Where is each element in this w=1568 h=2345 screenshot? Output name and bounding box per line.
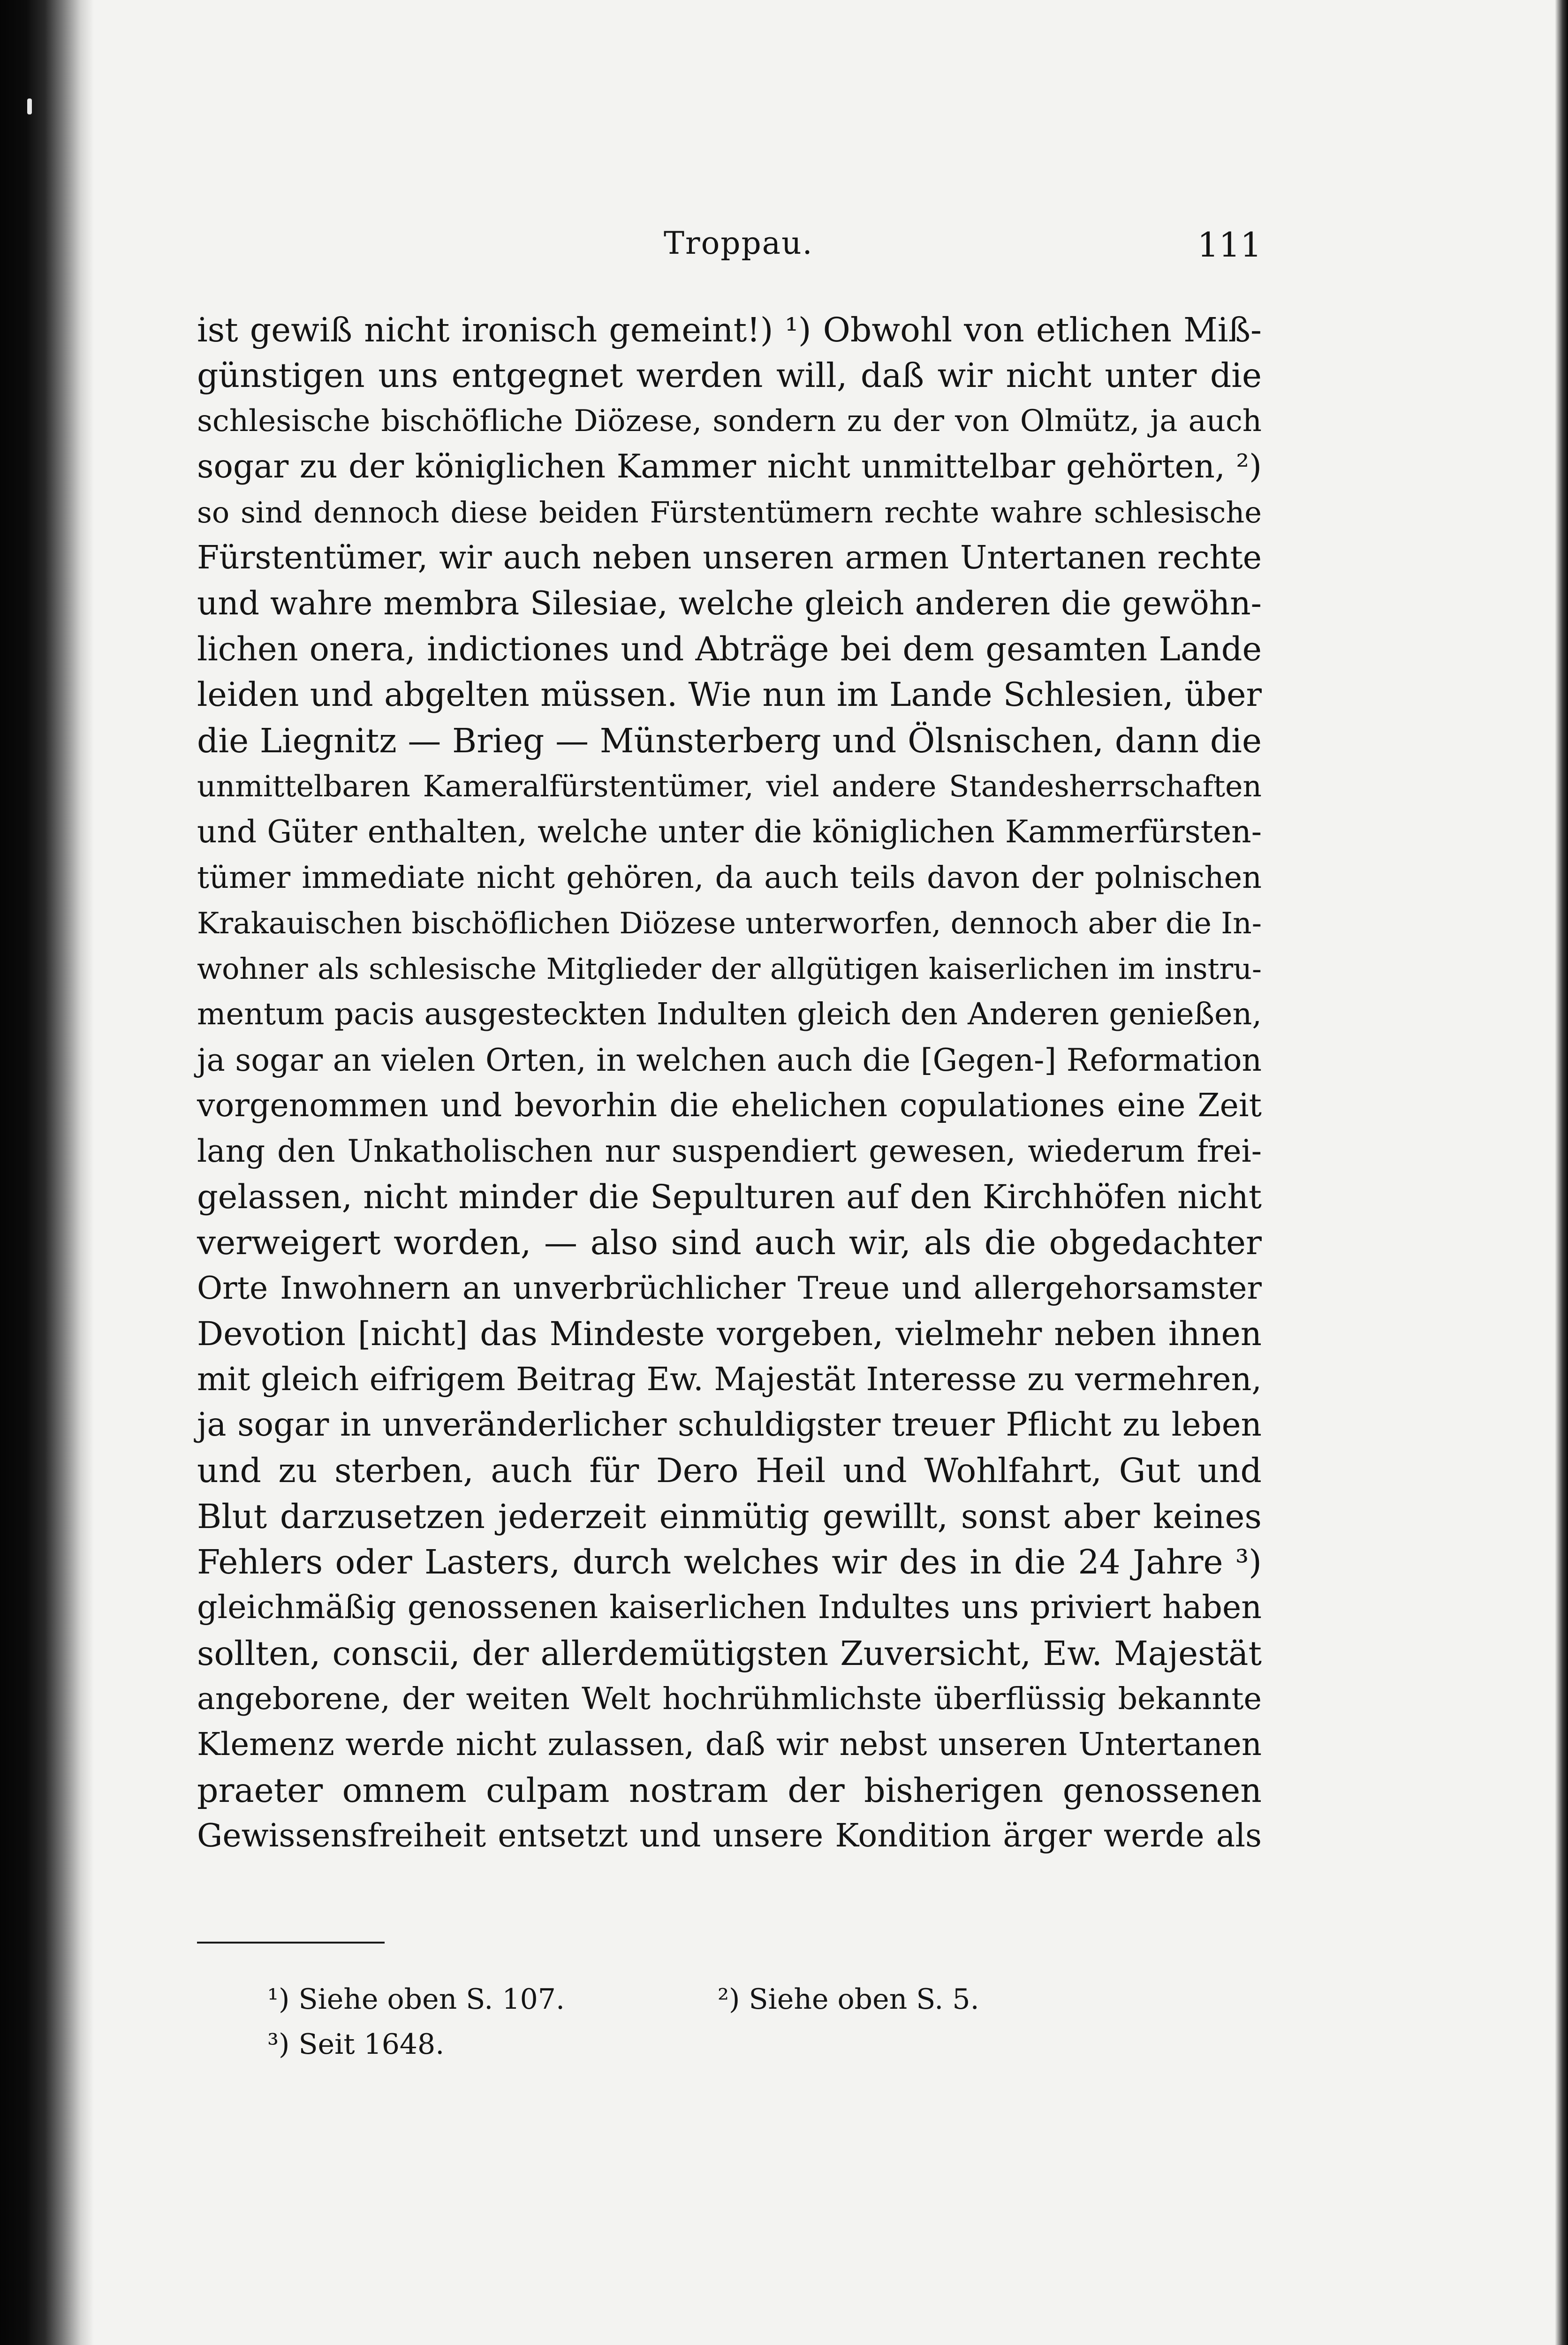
text-line: praeter omnem culpam nostram der bisherigen genossenen [197, 1770, 1262, 1810]
text-line: Krakauischen bischöflichen Diözese unterworfen, dennoch aber die In- [197, 906, 1262, 940]
text-line: so sind dennoch diese beiden Fürstentümern rechte wahre schlesische [197, 495, 1262, 530]
binding-shadow [0, 0, 94, 2345]
running-head-title: Troppau. [664, 225, 813, 261]
footnote-2: ²) Siehe oben S. 5. [718, 1983, 979, 2016]
text-line: Fürstentümer, wir auch neben unseren armen Untertanen rechte [197, 539, 1262, 577]
body-text [197, 307, 1262, 1859]
text-line: Orte Inwohnern an unverbrüchlicher Treue und allergehorsamster [197, 1270, 1262, 1307]
binding-mark [27, 98, 32, 114]
text-line: Blut darzusetzen jederzeit einmütig gewillt, sonst aber keines [197, 1497, 1262, 1536]
text-line: tümer immediate nicht gehören, da auch teils davon der polnischen [197, 860, 1262, 895]
text-line: Gewissensfreiheit entsetzt und unsere Kondition ärger werde als [197, 1817, 1262, 1854]
text-line: gelassen, nicht minder die Sepulturen auf den Kirchhöfen nicht [197, 1177, 1262, 1216]
text-line: leiden und abgelten müssen. Wie nun im Lande Schlesien, über [197, 675, 1262, 714]
footnote-row [267, 2022, 1205, 2067]
text-line: wohner als schlesische Mitglieder der allgütigen kaiserlichen im instru- [197, 952, 1262, 986]
footnote-3: ³) Seit 1648. [267, 2028, 445, 2061]
text-line: Devotion [nicht] das Mindeste vorgeben, vielmehr neben ihnen [197, 1314, 1262, 1353]
text-line: vorgenommen und bevorhin die ehelichen copulationes eine Zeit [197, 1087, 1262, 1125]
running-head [197, 225, 1262, 272]
text-line: und wahre membra Silesiae, welche gleich anderen die gewöhn- [197, 584, 1262, 622]
text-line: ja sogar in unveränderlicher schuldigster treuer Pflicht zu leben [197, 1406, 1262, 1444]
text-line: gleichmäßig genossenen kaiserlichen Indultes uns priviert haben [197, 1589, 1262, 1626]
text-line: und Güter enthalten, welche unter die königlichen Kammerfürsten- [197, 814, 1262, 850]
text-line: sogar zu der königlichen Kammer nicht unmittelbar gehörten, ²) [197, 447, 1262, 485]
text-line: mit gleich eifrigem Beitrag Ew. Majestät Interesse zu vermehren, [197, 1361, 1262, 1398]
text-line: Klemenz werde nicht zulassen, daß wir nebst unseren Untertanen [197, 1726, 1262, 1763]
text-line: Fehlers oder Lasters, durch welches wir des in die 24 Jahre ³) [197, 1543, 1262, 1582]
text-line: sollten, conscii, der allerdemütigsten Zuversicht, Ew. Majestät [197, 1634, 1262, 1673]
page-number: 111 [1197, 225, 1262, 265]
footnote-1: ¹) Siehe oben S. 107. [267, 1983, 565, 2016]
text-line: schlesische bischöfliche Diözese, sondern zu der von Olmütz, ja auch [197, 403, 1262, 439]
text-line: unmittelbaren Kameralfürstentümer, viel andere Standesherrschaften [197, 769, 1262, 803]
text-line: die Liegnitz — Brieg — Münsterberg und Ölsnischen, dann die [197, 721, 1262, 760]
page-edge [1555, 0, 1568, 2345]
text-line: verweigert worden, — also sind auch wir, als die obgedachter [197, 1223, 1262, 1262]
text-line: günstigen uns entgegnet werden will, daß wir nicht unter die [197, 356, 1262, 395]
text-line: ist gewiß nicht ironisch gemeint!) ¹) Obwohl von etlichen Miß- [197, 310, 1262, 349]
text-line: lang den Unkatholischen nur suspendiert gewesen, wiederum frei- [197, 1133, 1262, 1170]
text-line: ja sogar an vielen Orten, in welchen auch die [Gegen-] Reformation [197, 1042, 1262, 1078]
text-line: lichen onera, indictiones und Abträge bei dem gesamten Lande [197, 630, 1262, 669]
text-line: angeborene, der weiten Welt hochrühmlichste überflüssig bekannte [197, 1681, 1262, 1717]
footnote-rule [197, 1942, 385, 1944]
text-line: und zu sterben, auch für Dero Heil und Wohlfahrt, Gut und [197, 1451, 1262, 1490]
text-line: mentum pacis ausgesteckten Indulten gleich den Anderen genießen, [197, 997, 1262, 1032]
footnote-row [267, 1977, 1205, 2022]
footnotes [267, 1977, 1205, 2067]
